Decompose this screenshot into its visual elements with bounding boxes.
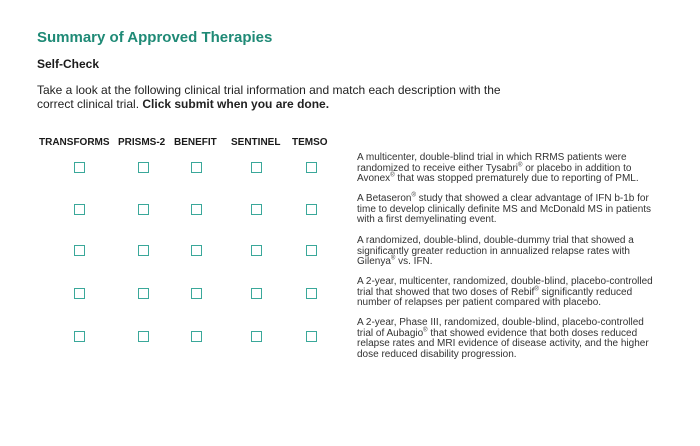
column-header-temso: TEMSO bbox=[292, 137, 328, 148]
checkbox-row4-sentinel[interactable] bbox=[251, 288, 262, 299]
checkbox-row2-transforms[interactable] bbox=[74, 204, 85, 215]
checkbox-row3-benefit[interactable] bbox=[191, 245, 202, 256]
checkbox-row1-prisms-2[interactable] bbox=[138, 162, 149, 173]
section-subtitle: Self-Check bbox=[37, 57, 100, 71]
checkbox-row1-transforms[interactable] bbox=[74, 162, 85, 173]
trial-description-1: A multicenter, double-blind trial in which RRMS patients were randomized to receive either Tysabri® or placebo in addition to Avonex® that was stopped prematurely due to reporting of PML. bbox=[357, 152, 639, 184]
checkbox-row5-sentinel[interactable] bbox=[251, 331, 262, 342]
checkbox-row2-benefit[interactable] bbox=[191, 204, 202, 215]
trial-description-4: A 2-year, multicenter, randomized, double-blind, placebo-controlled trial that showed that two doses of Rebif® significantly reduced number of relapses per patient compared with placebo. bbox=[357, 276, 653, 308]
column-header-benefit: BENEFIT bbox=[174, 137, 217, 148]
checkbox-row5-temso[interactable] bbox=[306, 331, 317, 342]
checkbox-row5-transforms[interactable] bbox=[74, 331, 85, 342]
checkbox-row3-sentinel[interactable] bbox=[251, 245, 262, 256]
page-title: Summary of Approved Therapies bbox=[37, 29, 273, 46]
checkbox-row2-prisms-2[interactable] bbox=[138, 204, 149, 215]
checkbox-row3-temso[interactable] bbox=[306, 245, 317, 256]
checkbox-row1-benefit[interactable] bbox=[191, 162, 202, 173]
checkbox-row3-transforms[interactable] bbox=[74, 245, 85, 256]
instructions-bold: Click submit when you are done. bbox=[142, 97, 330, 111]
checkbox-row2-temso[interactable] bbox=[306, 204, 317, 215]
checkbox-row2-sentinel[interactable] bbox=[251, 204, 262, 215]
instructions bbox=[37, 83, 517, 111]
checkbox-row3-prisms-2[interactable] bbox=[138, 245, 149, 256]
checkbox-row4-temso[interactable] bbox=[306, 288, 317, 299]
checkbox-row4-prisms-2[interactable] bbox=[138, 288, 149, 299]
trial-description-2: A Betaseron® study that showed a clear advantage of IFN b-1b for time to develop clinically definite MS and McDonald MS in patients with a first demyelinating event. bbox=[357, 192, 652, 225]
checkbox-row4-transforms[interactable] bbox=[74, 288, 85, 299]
checkbox-row4-benefit[interactable] bbox=[191, 288, 202, 299]
trial-description-5: A 2-year, Phase III, randomized, double-blind, placebo-controlled trial of Aubagio® that showed evidence that both doses reduced relapse rates and MRI evidence of disease activity, and the higher dose reduced disability progression. bbox=[357, 317, 649, 360]
instructions-text: Take a look at the following clinical trial information and match each description with the correct clinical trial. bbox=[37, 83, 501, 111]
checkbox-row1-sentinel[interactable] bbox=[251, 162, 262, 173]
checkbox-row5-prisms-2[interactable] bbox=[138, 331, 149, 342]
column-header-transforms: TRANSFORMS bbox=[39, 137, 110, 148]
checkbox-row1-temso[interactable] bbox=[306, 162, 317, 173]
column-header-prisms-2: PRISMS-2 bbox=[118, 137, 166, 148]
column-header-sentinel: SENTINEL bbox=[231, 137, 281, 148]
trial-description-3: A randomized, double-blind, double-dummy trial that showed a significantly greater reduction in annualized relapse rates with Gilenya® vs. IFN. bbox=[357, 235, 634, 267]
checkbox-row5-benefit[interactable] bbox=[191, 331, 202, 342]
